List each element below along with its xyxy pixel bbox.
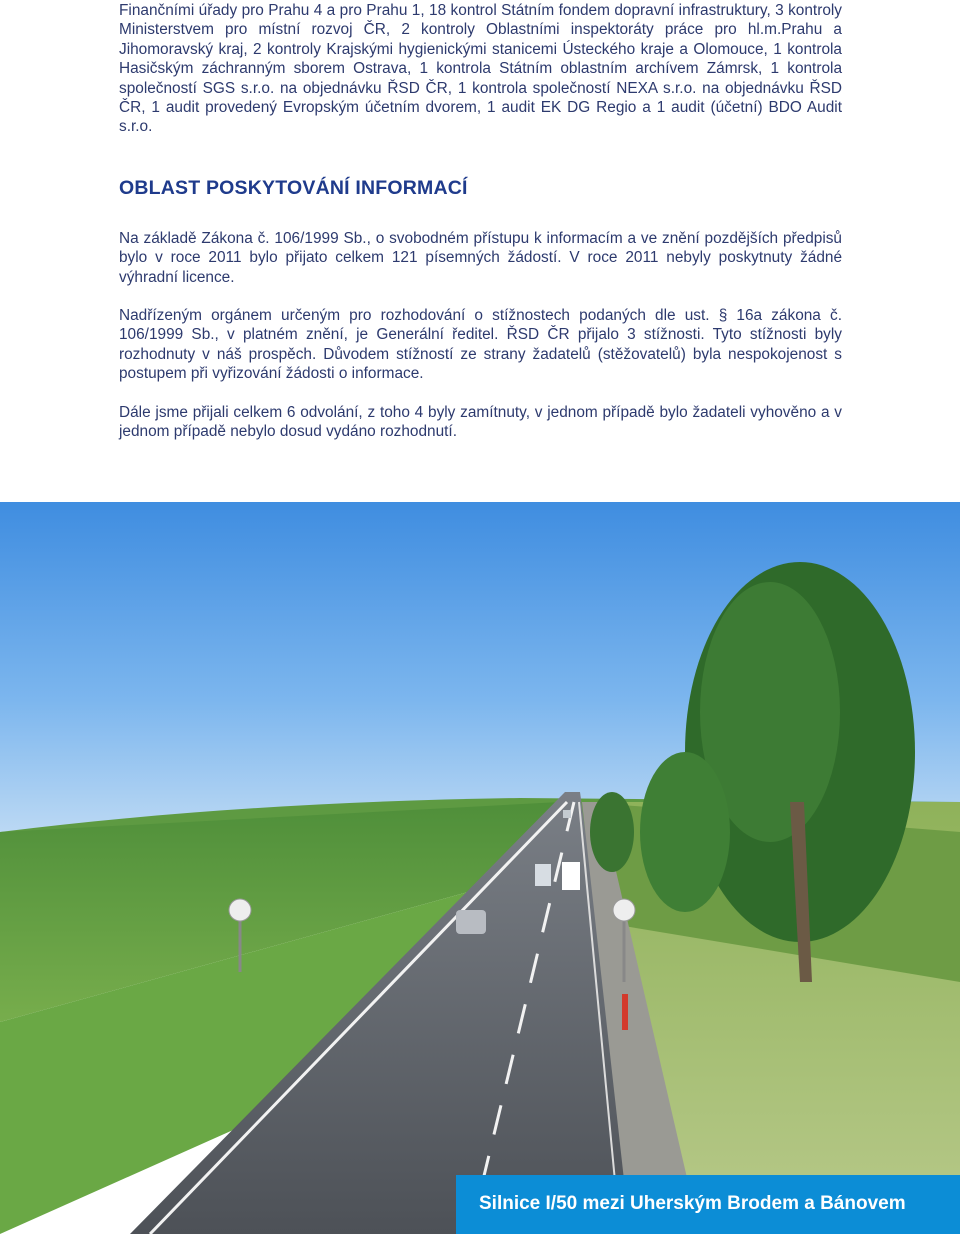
intro-text: Finančními úřady pro Prahu 4 a pro Prahu 1, 18 kontrol Státním fondem dopravní infrastruktury, 3 kontroly Ministerstvem pro místní rozvoj ČR, 2 kontroly Oblastními inspektoráty práce pro hl.m.Prahu a Jihomoravský kraj, 2 kontroly Krajskými hygienickými stanicemi Ústeckého kraje a Olomouce, 1 kontrola Hasičským záchranným sborem Ostrava, 1 kontrola Státním oblastním archívem Zámrsk, 1 kontrola společností SGS s.r.o. na objednávku ŘSD ČR, 1 kontrola společností NEXA s.r.o. na objednávku ŘSD ČR, 1 audit provedený Evropským účetním dvorem, 1 audit EK DG Regio a 1 audit (účetní) BDO Audit s.r.o. bbox=[119, 2, 842, 136]
paragraph-appeals bbox=[119, 403, 842, 442]
road-photo bbox=[0, 502, 960, 1234]
tree bbox=[590, 792, 634, 872]
marker-post bbox=[622, 994, 628, 1030]
section-heading: OBLAST POSKYTOVÁNÍ INFORMACÍ bbox=[119, 177, 468, 199]
photo-caption: Silnice I/50 mezi Uherským Brodem a Bánovem bbox=[479, 1193, 906, 1214]
road-sign bbox=[613, 899, 635, 921]
paragraph-text: Nadřízeným orgánem určeným pro rozhodování o stížnostech podaných dle ust. § 16a zákona č. 106/1999 Sb., v platném znění, je Generální ředitel. ŘSD ČR přijalo 3 stížnosti. Tyto stížnosti byly rozhodnuty v náš prospěch. Důvodem stížností ze strany žadatelů (stěžovatelů) byla nespokojenost s postupem při vyřizování žádosti o informace. bbox=[119, 307, 842, 383]
car bbox=[563, 810, 571, 818]
truck bbox=[562, 862, 580, 890]
truck bbox=[535, 864, 551, 886]
paragraph-complaints bbox=[119, 306, 842, 384]
road-photo-illustration bbox=[0, 502, 960, 1234]
intro-paragraph bbox=[119, 1, 842, 137]
car bbox=[456, 910, 486, 934]
paragraph-text: Dále jsme přijali celkem 6 odvolání, z toho 4 byly zamítnuty, v jednom případě bylo žadateli vyhověno a v jednom případě nebylo dosud vydáno rozhodnutí. bbox=[119, 404, 842, 441]
tree bbox=[640, 752, 730, 912]
paragraph-requests bbox=[119, 229, 842, 287]
paragraph-text: Na základě Zákona č. 106/1999 Sb., o svobodném přístupu k informacím a ve znění pozdějších předpisů bylo v roce 2011 bylo přijato celkem 121 písemných žádostí. V roce 2011 nebyly poskytnuty žádné výhradní licence. bbox=[119, 230, 842, 286]
road-sign bbox=[229, 899, 251, 921]
